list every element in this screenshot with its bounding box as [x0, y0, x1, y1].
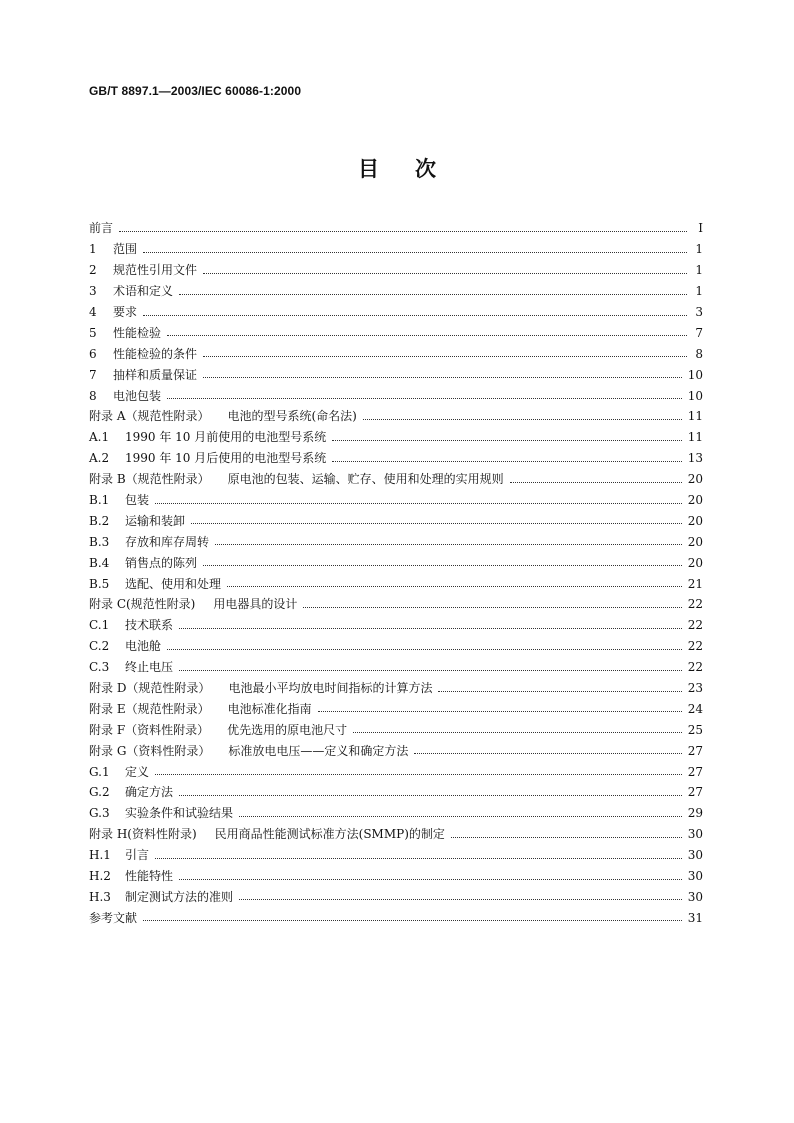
toc-entry[interactable] — [89, 427, 703, 448]
toc-leader-dots — [363, 419, 682, 420]
toc-entry[interactable] — [89, 761, 703, 782]
toc-entry-label — [89, 577, 221, 591]
toc-entry-page: I — [698, 221, 703, 236]
toc-entry-label — [89, 744, 408, 758]
toc-entry[interactable] — [89, 552, 703, 573]
page-title: 目次 — [358, 156, 472, 181]
toc-entry-page: 30 — [687, 869, 703, 884]
toc-entry-page: 23 — [687, 681, 703, 696]
toc-entry-page: 31 — [687, 910, 703, 925]
toc-leader-dots — [179, 795, 682, 796]
toc-entry-title: 抽样和质量保证 — [113, 367, 198, 382]
toc-entry-page: 22 — [687, 597, 703, 612]
toc-entry-number: G.3 — [89, 806, 110, 821]
toc-entry-title: 存放和库存周转 — [125, 534, 210, 549]
toc-entry-title: 原电池的包装、运输、贮存、使用和处理的实用规则 — [227, 472, 504, 487]
toc-leader-dots — [203, 356, 687, 357]
toc-entry-title: 选配、使用和处理 — [125, 576, 222, 591]
toc-entry-page: 30 — [687, 827, 703, 842]
toc-entry-title: 电池舱 — [125, 639, 162, 654]
toc-leader-dots — [191, 523, 682, 524]
toc-leader-dots — [353, 732, 682, 733]
toc-entry[interactable] — [89, 719, 703, 740]
toc-entry-label — [89, 618, 173, 632]
toc-entry-label — [89, 556, 197, 570]
toc-leader-dots — [179, 628, 682, 629]
toc-entry[interactable] — [89, 678, 703, 699]
table-of-contents — [89, 218, 703, 928]
toc-entry-page: 3 — [695, 305, 703, 319]
toc-entry-title: 电池的型号系统(命名法) — [227, 409, 357, 424]
toc-entry-label — [89, 681, 432, 695]
toc-entry-page: 8 — [695, 346, 703, 361]
toc-entry-title: 电池最小平均放电时间指标的计算方法 — [228, 681, 433, 696]
toc-leader-dots — [332, 440, 681, 441]
toc-entry-label — [89, 827, 445, 841]
toc-entry-number: 附录 E（规范性附录） — [89, 701, 210, 716]
toc-entry-page: 10 — [687, 388, 703, 403]
toc-entry-number: G.2 — [89, 785, 110, 800]
toc-entry[interactable] — [89, 343, 703, 364]
toc-entry-title: 制定测试方法的准则 — [125, 889, 234, 904]
toc-leader-dots — [239, 899, 682, 900]
toc-entry-page: 30 — [687, 848, 703, 863]
toc-entry-page: 1 — [695, 242, 703, 257]
toc-entry-title: 术语和定义 — [113, 284, 174, 299]
toc-entry-number: 附录 B（规范性附录） — [89, 472, 210, 487]
toc-entry[interactable] — [89, 531, 703, 552]
toc-entry-number: 5 — [89, 325, 97, 340]
toc-entry-number: C.1 — [89, 618, 110, 633]
toc-leader-dots — [143, 920, 682, 921]
toc-entry-label — [89, 869, 173, 883]
toc-leader-dots — [203, 273, 687, 274]
toc-entry-label — [89, 263, 197, 277]
toc-entry-number: 7 — [89, 367, 97, 382]
toc-entry-page: 13 — [687, 451, 703, 466]
toc-entry[interactable] — [89, 239, 703, 260]
toc-entry-page: 20 — [687, 513, 703, 528]
toc-entry[interactable] — [89, 406, 703, 427]
toc-entry[interactable] — [89, 302, 703, 323]
toc-entry-label — [89, 911, 137, 925]
toc-entry-title: 实验条件和试验结果 — [125, 806, 234, 821]
toc-entry-page: 1 — [695, 263, 703, 278]
toc-entry-number: 3 — [89, 284, 97, 299]
toc-leader-dots — [179, 294, 687, 295]
toc-leader-dots — [155, 503, 682, 504]
toc-entry-title: 引言 — [125, 848, 150, 863]
toc-leader-dots — [215, 544, 682, 545]
toc-entry-title: 技术联系 — [125, 618, 174, 633]
toc-entry-page: 27 — [687, 785, 703, 800]
toc-entry-number: 附录 G（资料性附录） — [89, 743, 211, 758]
toc-leader-dots — [167, 335, 687, 336]
toc-entry-number: 附录 C(规范性附录) — [89, 597, 196, 612]
toc-entry[interactable] — [89, 322, 703, 343]
toc-entry[interactable] — [89, 824, 703, 845]
toc-entry-title: 规范性引用文件 — [113, 263, 198, 278]
toc-entry-label — [89, 597, 297, 611]
toc-entry-number: B.2 — [89, 513, 110, 528]
toc-entry-number: 附录 F（资料性附录） — [89, 722, 210, 737]
toc-leader-dots — [203, 377, 682, 378]
toc-entry-label — [89, 430, 326, 444]
toc-entry-page: 22 — [687, 639, 703, 654]
toc-entry[interactable] — [89, 573, 703, 594]
toc-entry-label — [89, 660, 173, 674]
toc-entry-label — [89, 347, 197, 361]
toc-entry-number: H.3 — [89, 889, 111, 904]
toc-entry-label — [89, 409, 357, 423]
toc-leader-dots — [510, 482, 682, 483]
toc-entry-label — [89, 848, 149, 862]
toc-entry[interactable] — [89, 845, 703, 866]
toc-entry-label — [89, 535, 209, 549]
toc-entry-number: B.5 — [89, 576, 110, 591]
toc-entry-page: 20 — [687, 493, 703, 508]
toc-entry[interactable] — [89, 615, 703, 636]
toc-entry-title: 定义 — [125, 764, 150, 779]
toc-entry-number: H.2 — [89, 869, 111, 884]
toc-entry-label — [89, 702, 312, 716]
toc-entry-title: 性能检验 — [113, 325, 162, 340]
toc-entry-number: 1 — [89, 242, 97, 257]
toc-entry[interactable] — [89, 281, 703, 302]
toc-entry[interactable] — [89, 385, 703, 406]
toc-leader-dots — [203, 565, 682, 566]
toc-entry-label — [89, 493, 149, 507]
toc-leader-dots — [227, 586, 682, 587]
toc-entry-page: 30 — [687, 889, 703, 904]
toc-entry-label — [89, 221, 113, 235]
toc-leader-dots — [155, 858, 682, 859]
toc-leader-dots — [155, 774, 682, 775]
toc-entry[interactable] — [89, 803, 703, 824]
toc-entry[interactable] — [89, 698, 703, 719]
toc-entry-label — [89, 305, 137, 319]
toc-entry-page: 25 — [687, 722, 703, 737]
toc-entry-title: 性能特性 — [125, 869, 174, 884]
toc-entry-number: C.3 — [89, 660, 110, 675]
toc-entry[interactable] — [89, 740, 703, 761]
toc-entry-label — [89, 723, 347, 737]
toc-entry[interactable] — [89, 782, 703, 803]
toc-entry-label — [89, 514, 185, 528]
toc-entry[interactable] — [89, 469, 703, 490]
toc-entry-number: A.2 — [89, 451, 110, 466]
toc-entry-label — [89, 639, 161, 653]
toc-entry-title: 确定方法 — [125, 785, 174, 800]
toc-entry-label — [89, 389, 161, 403]
toc-entry-label — [89, 242, 137, 256]
toc-entry-number: 附录 H(资料性附录) — [89, 827, 197, 842]
toc-entry-title: 运输和装卸 — [125, 513, 186, 528]
toc-entry-label — [89, 326, 161, 340]
toc-entry-title: 用电器具的设计 — [213, 597, 298, 612]
toc-leader-dots — [303, 607, 681, 608]
toc-entry-title: 要求 — [113, 305, 138, 319]
toc-entry[interactable] — [89, 657, 703, 678]
toc-leader-dots — [179, 879, 682, 880]
toc-entry-title: 民用商品性能测试标准方法(SMMP)的制定 — [214, 827, 445, 842]
toc-leader-dots — [438, 691, 681, 692]
toc-entry-page: 24 — [687, 701, 703, 716]
toc-entry-title: 电池包装 — [113, 388, 162, 403]
toc-entry-page: 11 — [687, 409, 703, 424]
toc-entry[interactable] — [89, 887, 703, 908]
toc-entry-number: 6 — [89, 346, 97, 361]
toc-leader-dots — [318, 711, 682, 712]
toc-entry-number: 2 — [89, 263, 97, 278]
toc-entry-label — [89, 368, 197, 382]
toc-leader-dots — [119, 231, 687, 232]
toc-entry-page: 22 — [687, 618, 703, 633]
toc-entry-title: 1990 年 10 月后使用的电池型号系统 — [125, 451, 327, 466]
toc-leader-dots — [414, 753, 681, 754]
toc-leader-dots — [239, 816, 682, 817]
toc-entry-page: 22 — [687, 660, 703, 675]
toc-entry-label — [89, 765, 149, 779]
toc-entry-title: 优先选用的原电池尺寸 — [227, 722, 348, 737]
toc-entry-title: 性能检验的条件 — [113, 346, 198, 361]
toc-entry-page: 1 — [695, 284, 703, 299]
toc-entry-page: 7 — [695, 325, 703, 340]
toc-entry-title: 电池标准化指南 — [227, 701, 312, 716]
toc-entry[interactable] — [89, 636, 703, 657]
toc-entry-number: C.2 — [89, 639, 110, 654]
toc-entry-page: 27 — [687, 743, 703, 758]
toc-leader-dots — [167, 398, 682, 399]
toc-leader-dots — [179, 670, 682, 671]
toc-entry-title: 1990 年 10 月前使用的电池型号系统 — [125, 430, 327, 445]
toc-entry-number: 4 — [89, 305, 97, 319]
toc-entry-label — [89, 451, 326, 465]
toc-entry-label — [89, 284, 173, 298]
toc-entry-number: 附录 D（规范性附录） — [89, 681, 211, 696]
toc-entry-page: 20 — [687, 555, 703, 570]
toc-entry-label — [89, 785, 173, 799]
toc-entry-number: B.1 — [89, 493, 110, 508]
toc-entry[interactable] — [89, 510, 703, 531]
toc-entry-title: 参考文献 — [89, 910, 138, 925]
toc-leader-dots — [332, 461, 681, 462]
toc-entry[interactable] — [89, 907, 703, 928]
toc-entry-page: 10 — [687, 367, 703, 382]
toc-entry-title: 包装 — [125, 493, 150, 508]
toc-entry-title: 标准放电电压——定义和确定方法 — [228, 743, 409, 758]
toc-entry-page: 11 — [687, 430, 703, 445]
toc-entry-number: B.3 — [89, 534, 110, 549]
toc-entry-title: 范围 — [113, 242, 138, 257]
toc-entry[interactable] — [89, 260, 703, 281]
toc-entry-label — [89, 806, 233, 820]
toc-entry[interactable] — [89, 490, 703, 511]
toc-entry-number: A.1 — [89, 430, 110, 445]
toc-entry-label — [89, 890, 233, 904]
toc-entry-page: 20 — [687, 534, 703, 549]
toc-entry-label — [89, 472, 504, 486]
toc-entry-number: 附录 A（规范性附录） — [89, 409, 210, 424]
toc-entry-title: 前言 — [89, 221, 114, 236]
toc-entry[interactable] — [89, 594, 703, 615]
toc-entry[interactable] — [89, 364, 703, 385]
toc-leader-dots — [167, 649, 682, 650]
standard-code: GB/T 8897.1—2003/IEC 60086-1:2000 — [89, 84, 302, 98]
toc-entry-title: 销售点的陈列 — [125, 555, 198, 570]
toc-entry-number: 8 — [89, 388, 97, 403]
toc-entry-number: H.1 — [89, 848, 111, 863]
toc-entry-page: 27 — [687, 764, 703, 779]
toc-entry-title: 终止电压 — [125, 660, 174, 675]
toc-entry-page: 21 — [687, 576, 703, 591]
toc-entry-number: G.1 — [89, 764, 110, 779]
toc-entry-page: 20 — [687, 472, 703, 487]
toc-entry[interactable] — [89, 866, 703, 887]
toc-entry-page: 29 — [687, 806, 703, 821]
toc-entry-number: B.4 — [89, 555, 110, 570]
toc-entry[interactable] — [89, 218, 703, 239]
toc-leader-dots — [143, 252, 687, 253]
toc-leader-dots — [143, 315, 687, 316]
toc-entry[interactable] — [89, 448, 703, 469]
toc-leader-dots — [451, 837, 682, 838]
